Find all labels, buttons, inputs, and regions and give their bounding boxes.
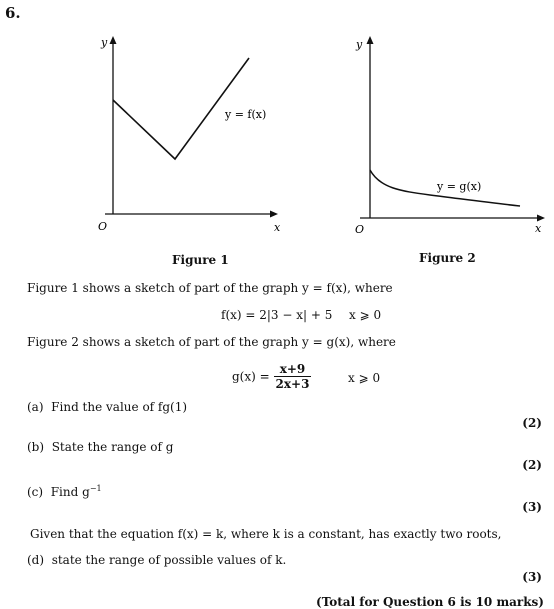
fig1-y-arrow xyxy=(110,36,117,44)
g-numerator: x+9 xyxy=(274,362,312,377)
figure-2-graph xyxy=(340,28,550,238)
part-b-marks: (2) xyxy=(522,458,542,472)
total-marks: (Total for Question 6 is 10 marks) xyxy=(316,595,544,609)
part-c xyxy=(27,484,102,499)
part-d-marks: (3) xyxy=(522,570,542,584)
f-definition: f(x) = 2|3 − x| + 5 xyxy=(221,308,333,322)
g-definition xyxy=(232,362,311,391)
f-domain: x ⩾ 0 xyxy=(349,308,382,322)
fig2-x-label: x xyxy=(535,222,542,235)
figure-1-graph xyxy=(85,28,295,238)
fig1-origin-label: O xyxy=(98,220,108,233)
figure-2-caption: Figure 2 xyxy=(419,251,476,265)
g-lhs: g(x) = xyxy=(232,369,270,384)
part-d-text: state the range of possible values of k. xyxy=(51,553,287,567)
part-c-label: (c) xyxy=(27,485,44,499)
part-b xyxy=(27,440,173,454)
figure-1-caption: Figure 1 xyxy=(172,253,229,267)
g-domain: x ⩾ 0 xyxy=(348,371,381,385)
given-text: Given that the equation f(x) = k, where k is a constant, has exactly two roots, xyxy=(30,527,502,541)
fig1-curve-label: y = f(x) xyxy=(225,108,267,121)
part-c-superscript: −1 xyxy=(89,484,102,493)
part-a-marks: (2) xyxy=(522,416,542,430)
part-d-label: (d) xyxy=(27,553,45,567)
part-a-text: Find the value of fg(1) xyxy=(51,400,188,414)
fig2-origin-label: O xyxy=(355,223,365,236)
part-b-label: (b) xyxy=(27,440,45,454)
question-number: 6. xyxy=(5,4,21,22)
fig2-intro-text: Figure 2 shows a sketch of part of the graph y = g(x), where xyxy=(27,335,396,349)
part-d xyxy=(27,553,286,567)
g-denominator: 2x+3 xyxy=(275,377,310,391)
fig1-intro-text: Figure 1 shows a sketch of part of the graph y = f(x), where xyxy=(27,281,393,295)
part-a xyxy=(27,400,187,414)
part-b-text: State the range of g xyxy=(51,440,174,454)
fig2-y-label: y xyxy=(356,38,363,51)
part-c-marks: (3) xyxy=(522,500,542,514)
part-a-label: (a) xyxy=(27,400,44,414)
fig2-curve-label: y = g(x) xyxy=(437,180,482,193)
part-c-text: Find g xyxy=(50,485,90,499)
g-fraction xyxy=(274,362,312,391)
fig1-y-label: y xyxy=(101,36,108,49)
fig2-x-arrow xyxy=(537,215,545,222)
fig2-y-arrow xyxy=(367,36,374,44)
fig1-x-label: x xyxy=(274,221,281,234)
fig1-x-arrow xyxy=(270,211,278,218)
